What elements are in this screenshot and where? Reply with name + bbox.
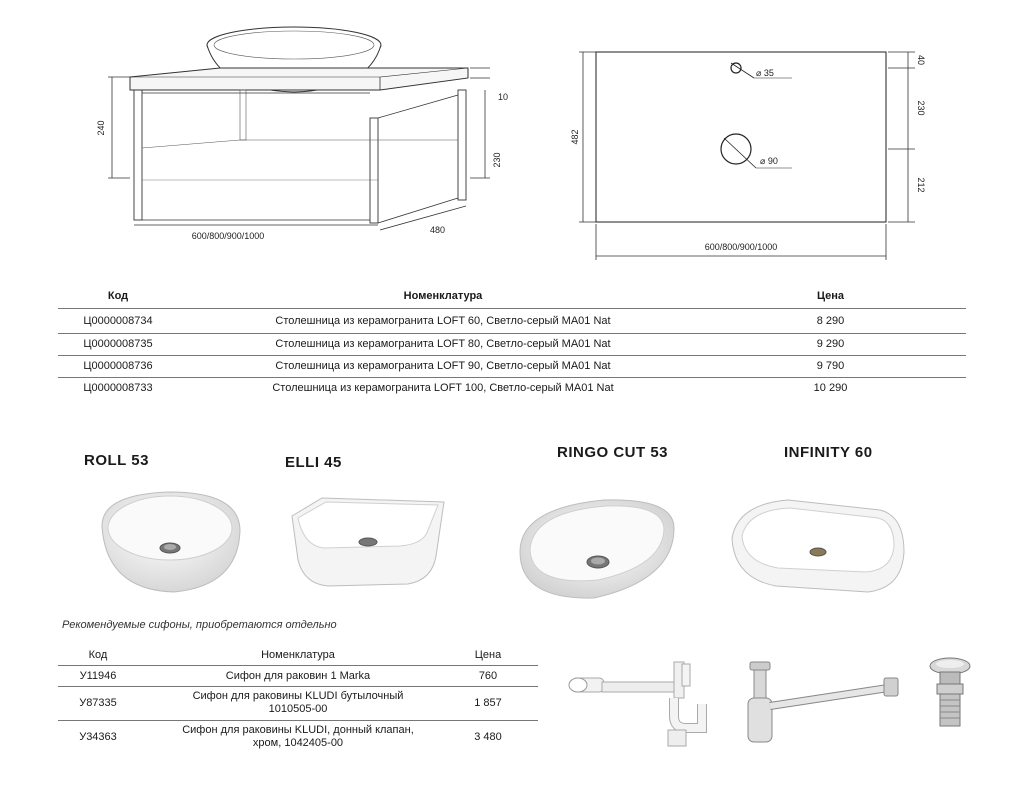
width-label: 600/800/900/1000	[191, 231, 265, 241]
depth-label: 480	[430, 225, 446, 235]
row-price: 10 290	[813, 382, 848, 394]
sink-image-ringo	[514, 494, 680, 602]
row-price: 8 290	[816, 315, 845, 327]
table-row	[58, 355, 966, 377]
row-code: Ц0000008734	[83, 315, 153, 327]
sink-name-roll: ROLL 53	[84, 452, 149, 469]
table-row	[58, 377, 966, 399]
dim-bottom-label: 212	[916, 177, 926, 193]
sink-image-elli	[288, 490, 448, 590]
siphon-note: Рекомендуемые сифоны, приобретаются отдельно	[62, 619, 337, 631]
top-view-drawing	[570, 40, 930, 265]
siphon-name: Сифон для раковины KLUDI, донный клапан, хром, 1042405-00	[182, 724, 414, 749]
sink-name-elli: ELLI 45	[285, 454, 342, 471]
siphon-header	[58, 646, 538, 664]
hole-small-label: ⌀ 35	[756, 68, 774, 78]
row-name: Столешница из керамогранита LOFT 90, Светло-серый MA01 Nat	[275, 360, 611, 372]
header-code: Код	[107, 290, 129, 302]
row-code: Ц0000008733	[83, 382, 153, 394]
dim-top-label: 40	[916, 54, 926, 66]
table-row	[58, 666, 538, 686]
table-row	[58, 310, 966, 332]
siphon-image-kludi-bottle	[738, 658, 906, 746]
hole-large-label: ⌀ 90	[760, 156, 778, 166]
row-name: Столешница из керамогранита LOFT 60, Светло-серый MA01 Nat	[275, 315, 611, 327]
siphon-image-kludi-valve	[925, 656, 975, 732]
table-row	[58, 333, 966, 355]
siphon-price: 1 857	[474, 696, 502, 709]
siphon-code: У34363	[79, 730, 117, 743]
table-header	[58, 285, 966, 307]
table-row	[58, 687, 538, 719]
dim-mid-label: 230	[916, 100, 926, 116]
table-row	[58, 721, 538, 753]
sink-name-infinity: INFINITY 60	[784, 444, 873, 461]
row-name: Столешница из керамогранита LOFT 100, Светло-серый MA01 Nat	[272, 382, 614, 394]
width-label-top: 600/800/900/1000	[704, 242, 778, 252]
siphon-code: У11946	[79, 669, 117, 682]
siphon-image-marka	[562, 656, 722, 748]
row-price: 9 790	[816, 360, 845, 372]
siphon-code: У87335	[79, 696, 117, 709]
siphon-price: 760	[478, 669, 498, 682]
row-code: Ц0000008736	[83, 360, 153, 372]
side-height-label: 230	[492, 152, 502, 168]
siphon-price: 3 480	[474, 730, 502, 743]
sink-image-infinity	[728, 494, 908, 596]
row-code: Ц0000008735	[83, 338, 153, 350]
header-name: Номенклатура	[403, 290, 483, 302]
sink-image-roll	[98, 486, 244, 598]
cabinet-drawing	[90, 20, 520, 250]
row-name: Столешница из керамогранита LOFT 80, Светло-серый MA01 Nat	[275, 338, 611, 350]
siphon-header-price: Цена	[474, 648, 502, 661]
top-thickness-label: 10	[498, 92, 509, 102]
height-label: 240	[96, 120, 106, 136]
depth-label-top: 482	[570, 129, 580, 145]
sink-name-ringo: RINGO CUT 53	[557, 444, 669, 461]
header-price: Цена	[816, 290, 845, 302]
siphon-name: Сифон для раковины KLUDI бутылочный 1010505-00	[192, 690, 404, 715]
siphon-header-code: Код	[88, 648, 108, 661]
siphon-header-name: Номенклатура	[261, 648, 335, 661]
row-price: 9 290	[816, 338, 845, 350]
siphon-name: Сифон для раковин 1 Marka	[225, 669, 371, 682]
